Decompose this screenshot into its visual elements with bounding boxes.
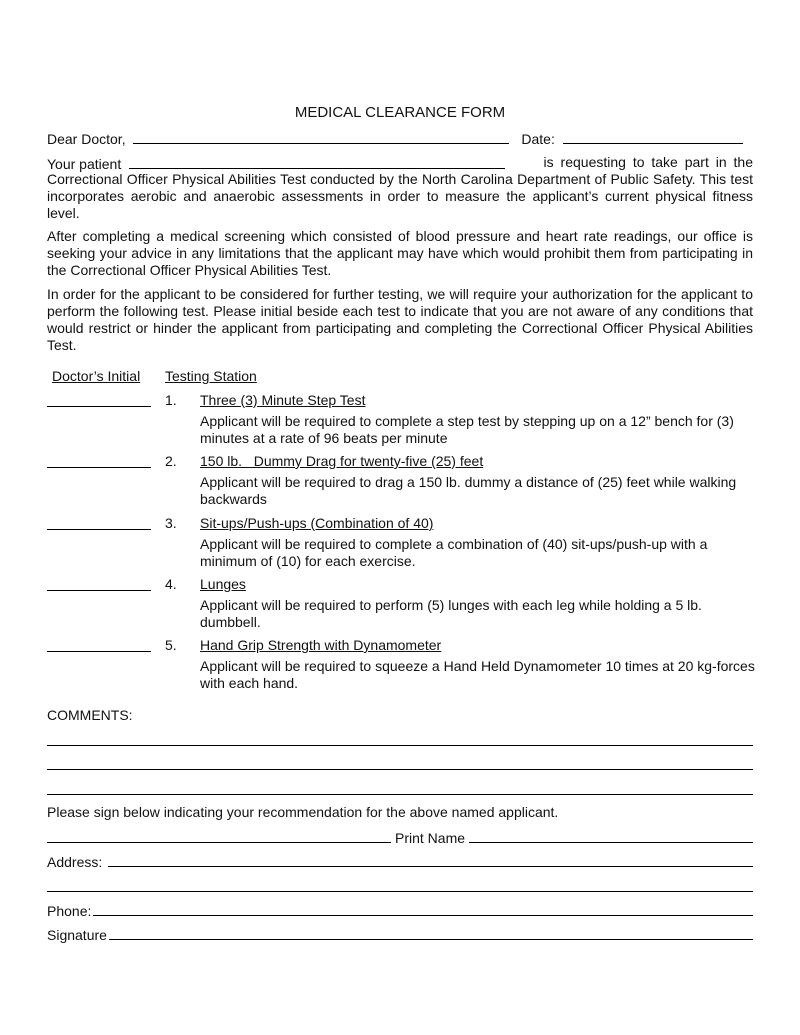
- test-number: 2.: [165, 453, 177, 469]
- authorization-paragraph: In order for the applicant to be considered for further testing, we will require your authorization for the applicant to perform the following test. Please initial beside each test to indicate that you are not aware of any conditions that would restrict or hinder the applicant from participating and completing the Correctional Officer Physical Abilities Test.: [47, 286, 753, 353]
- comments-label: COMMENTS:: [47, 707, 133, 723]
- dear-doctor-label: Dear Doctor,: [47, 131, 126, 147]
- doctor-initial-field[interactable]: [47, 515, 151, 530]
- comments-line[interactable]: [47, 769, 753, 770]
- test-name: Lunges: [200, 576, 246, 592]
- screening-paragraph: After completing a medical screening which consisted of blood pressure and heart rate readings, our office is seeking your advice in any limitations that the applicant may have which would prohibit them from participating in the Correctional Officer Physical Abilities Test.: [47, 228, 753, 278]
- print-name-label: Print Name: [395, 830, 466, 846]
- test-name: 150 lb. Dummy Drag for twenty-five (25) feet: [200, 453, 484, 469]
- test-number: 5.: [165, 637, 177, 653]
- doctor-initial-field[interactable]: [47, 392, 151, 407]
- address-label: Address:: [47, 854, 103, 870]
- your-patient-label: Your patient: [47, 156, 122, 172]
- test-description: Applicant will be required to complete a step test by stepping up on a 12” bench for (3) minutes at a rate of 96 beats per minute: [200, 413, 734, 446]
- print-name-row: [47, 828, 753, 847]
- doctor-initial-field[interactable]: [47, 576, 151, 591]
- test-description: Applicant will be required to drag a 150 lb. dummy a distance of (25) feet while walking backwards: [200, 474, 737, 507]
- test-description: Applicant will be required to complete a combination of (40) sit-ups/push-up with a minimum of (10) for each exercise.: [200, 536, 708, 569]
- doctors-initial-header: Doctor’s Initial: [52, 368, 141, 384]
- test-name: Three (3) Minute Step Test: [200, 392, 366, 408]
- date-field[interactable]: [563, 129, 743, 144]
- intro-paragraph: Correctional Officer Physical Abilities Test conducted by the North Carolina Department of Public Safety. This test incorporates aerobic and anaerobic assessments in order to measure the applicant’s current physical fitness level.: [47, 171, 753, 221]
- comments-line[interactable]: [47, 794, 753, 795]
- signature-label: Signature: [47, 927, 107, 943]
- phone-label: Phone:: [47, 903, 92, 919]
- doctor-initial-field[interactable]: [47, 637, 151, 652]
- phone-field[interactable]: [93, 901, 753, 916]
- signature-field[interactable]: [109, 925, 753, 940]
- doctor-name-field[interactable]: [133, 129, 509, 144]
- test-number: 1.: [165, 392, 177, 408]
- address-field[interactable]: [108, 852, 753, 867]
- test-description: Applicant will be required to squeeze a Hand Held Dynamometer 10 times at 20 kg-forces with each hand.: [200, 658, 755, 691]
- requesting-text: is requesting to take part in the: [543, 154, 753, 170]
- doctor-initial-field[interactable]: [47, 453, 151, 468]
- test-name: Hand Grip Strength with Dynamometer: [200, 637, 442, 653]
- date-label: Date:: [521, 131, 555, 147]
- signature-row: [47, 925, 753, 944]
- comments-line[interactable]: [47, 745, 753, 746]
- address-row: [47, 852, 753, 871]
- test-number: 3.: [165, 515, 177, 531]
- testing-station-header: Testing Station: [165, 368, 257, 384]
- test-description: Applicant will be required to perform (5) lunges with each leg while holding a 5 lb. dumbbell.: [200, 597, 702, 630]
- test-name: Sit-ups/Push-ups (Combination of 40): [200, 515, 434, 531]
- dear-doctor-row: [47, 129, 753, 148]
- sign-instruction: Please sign below indicating your recommendation for the above named applicant.: [47, 804, 559, 820]
- print-name-field[interactable]: [469, 828, 753, 843]
- test-number: 4.: [165, 576, 177, 592]
- form-title: MEDICAL CLEARANCE FORM: [294, 104, 506, 121]
- address-line-2[interactable]: [47, 891, 753, 892]
- recommendation-signature-field[interactable]: [47, 828, 391, 843]
- phone-row: [47, 901, 753, 920]
- patient-name-field[interactable]: [129, 154, 505, 169]
